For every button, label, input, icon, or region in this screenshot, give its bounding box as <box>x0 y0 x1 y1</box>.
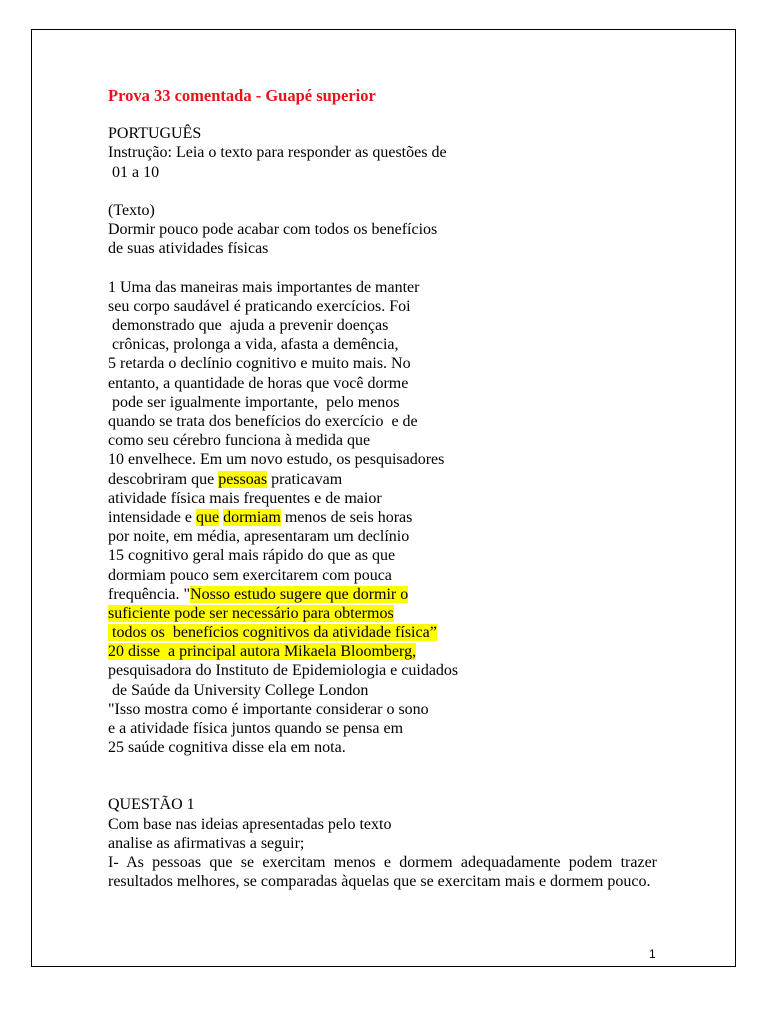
highlighted-quote: suficiente pode ser necessário para obtermos <box>108 604 394 622</box>
text-line: 15 cognitivo geral mais rápido do que as que <box>108 547 396 565</box>
text-line: 1 Uma das maneiras mais importantes de manter <box>108 278 420 296</box>
highlighted-quote: Nosso estudo sugere que dormir o <box>190 585 409 603</box>
text-line: entanto, a quantidade de horas que você dorme <box>108 374 409 392</box>
text-segment: frequência. " <box>108 585 191 603</box>
text-segment: menos de seis horas <box>280 508 413 526</box>
text-line: pesquisadora do Instituto de Epidemiologia e cuidados <box>108 662 459 680</box>
question-block <box>108 795 668 891</box>
section-heading: PORTUGUÊS <box>108 125 202 143</box>
text-line: seu corpo saudável é praticando exercícios. Foi <box>108 297 411 315</box>
highlighted-word: dormiam <box>223 508 281 526</box>
text-line <box>108 642 668 661</box>
text-segment: descobriram que <box>108 470 219 488</box>
highlighted-quote: todos os benefícios cognitivos da atividade física” <box>108 624 437 642</box>
highlighted-word: pessoas <box>218 470 268 488</box>
text-segment: intensidade e <box>108 508 196 526</box>
text-line: dormiam pouco sem exercitarem com pouca <box>108 566 392 584</box>
text-headline: de suas atividades físicas <box>108 240 269 258</box>
text-line <box>108 508 668 527</box>
text-line <box>108 604 668 623</box>
text-line: 5 retarda o declínio cognitivo e muito mais. No <box>108 355 411 373</box>
text-line: de Saúde da University College London <box>108 681 369 699</box>
text-line <box>108 623 668 642</box>
highlighted-quote: 20 disse a principal autora Mikaela Bloomberg, <box>108 643 417 661</box>
text-line <box>108 585 668 604</box>
highlighted-word: que <box>195 508 220 526</box>
text-headline: Dormir pouco pode acabar com todos os benefícios <box>108 221 438 239</box>
instruction-line: 01 a 10 <box>108 163 160 181</box>
text-line: como seu cérebro funciona à medida que <box>108 432 371 450</box>
question-title: QUESTÃO 1 <box>108 796 195 814</box>
text-line: quando se trata dos benefícios do exercício e de <box>108 413 418 431</box>
page-number: 1 <box>649 947 656 961</box>
text-line: "Isso mostra como é importante considerar o sono <box>108 700 429 718</box>
text-line: por noite, em média, apresentaram um declínio <box>108 528 410 546</box>
text-line: pode ser igualmente importante, pelo menos <box>108 393 400 411</box>
question-intro: Com base nas ideias apresentadas pelo texto <box>108 815 392 833</box>
text-line: 10 envelhece. Em um novo estudo, os pesquisadores <box>108 451 445 469</box>
document-title: Prova 33 comentada - Guapé superior <box>108 86 376 105</box>
text-line: demonstrado que ajuda a prevenir doenças <box>108 317 389 335</box>
document-body <box>108 86 668 891</box>
text-line: 25 saúde cognitiva disse ela em nota. <box>108 739 346 757</box>
question-item: I- As pessoas que se exercitam menos e dormem adequadamente podem trazer resultados melhores, se comparadas àquelas que se exercitam mais e dormem pouco. <box>108 853 657 891</box>
text-line: e a atividade física juntos quando se pensa em <box>108 720 404 738</box>
text-body <box>108 278 668 758</box>
question-intro: analise as afirmativas a seguir; <box>108 834 305 852</box>
text-segment: praticavam <box>267 470 343 488</box>
text-line <box>108 470 668 489</box>
instruction-line: Instrução: Leia o texto para responder as questões de <box>108 144 447 162</box>
texto-label: (Texto) <box>108 201 155 219</box>
text-line: atividade física mais frequentes e de maior <box>108 489 382 507</box>
text-line: crônicas, prolonga a vida, afasta a demência, <box>108 336 399 354</box>
